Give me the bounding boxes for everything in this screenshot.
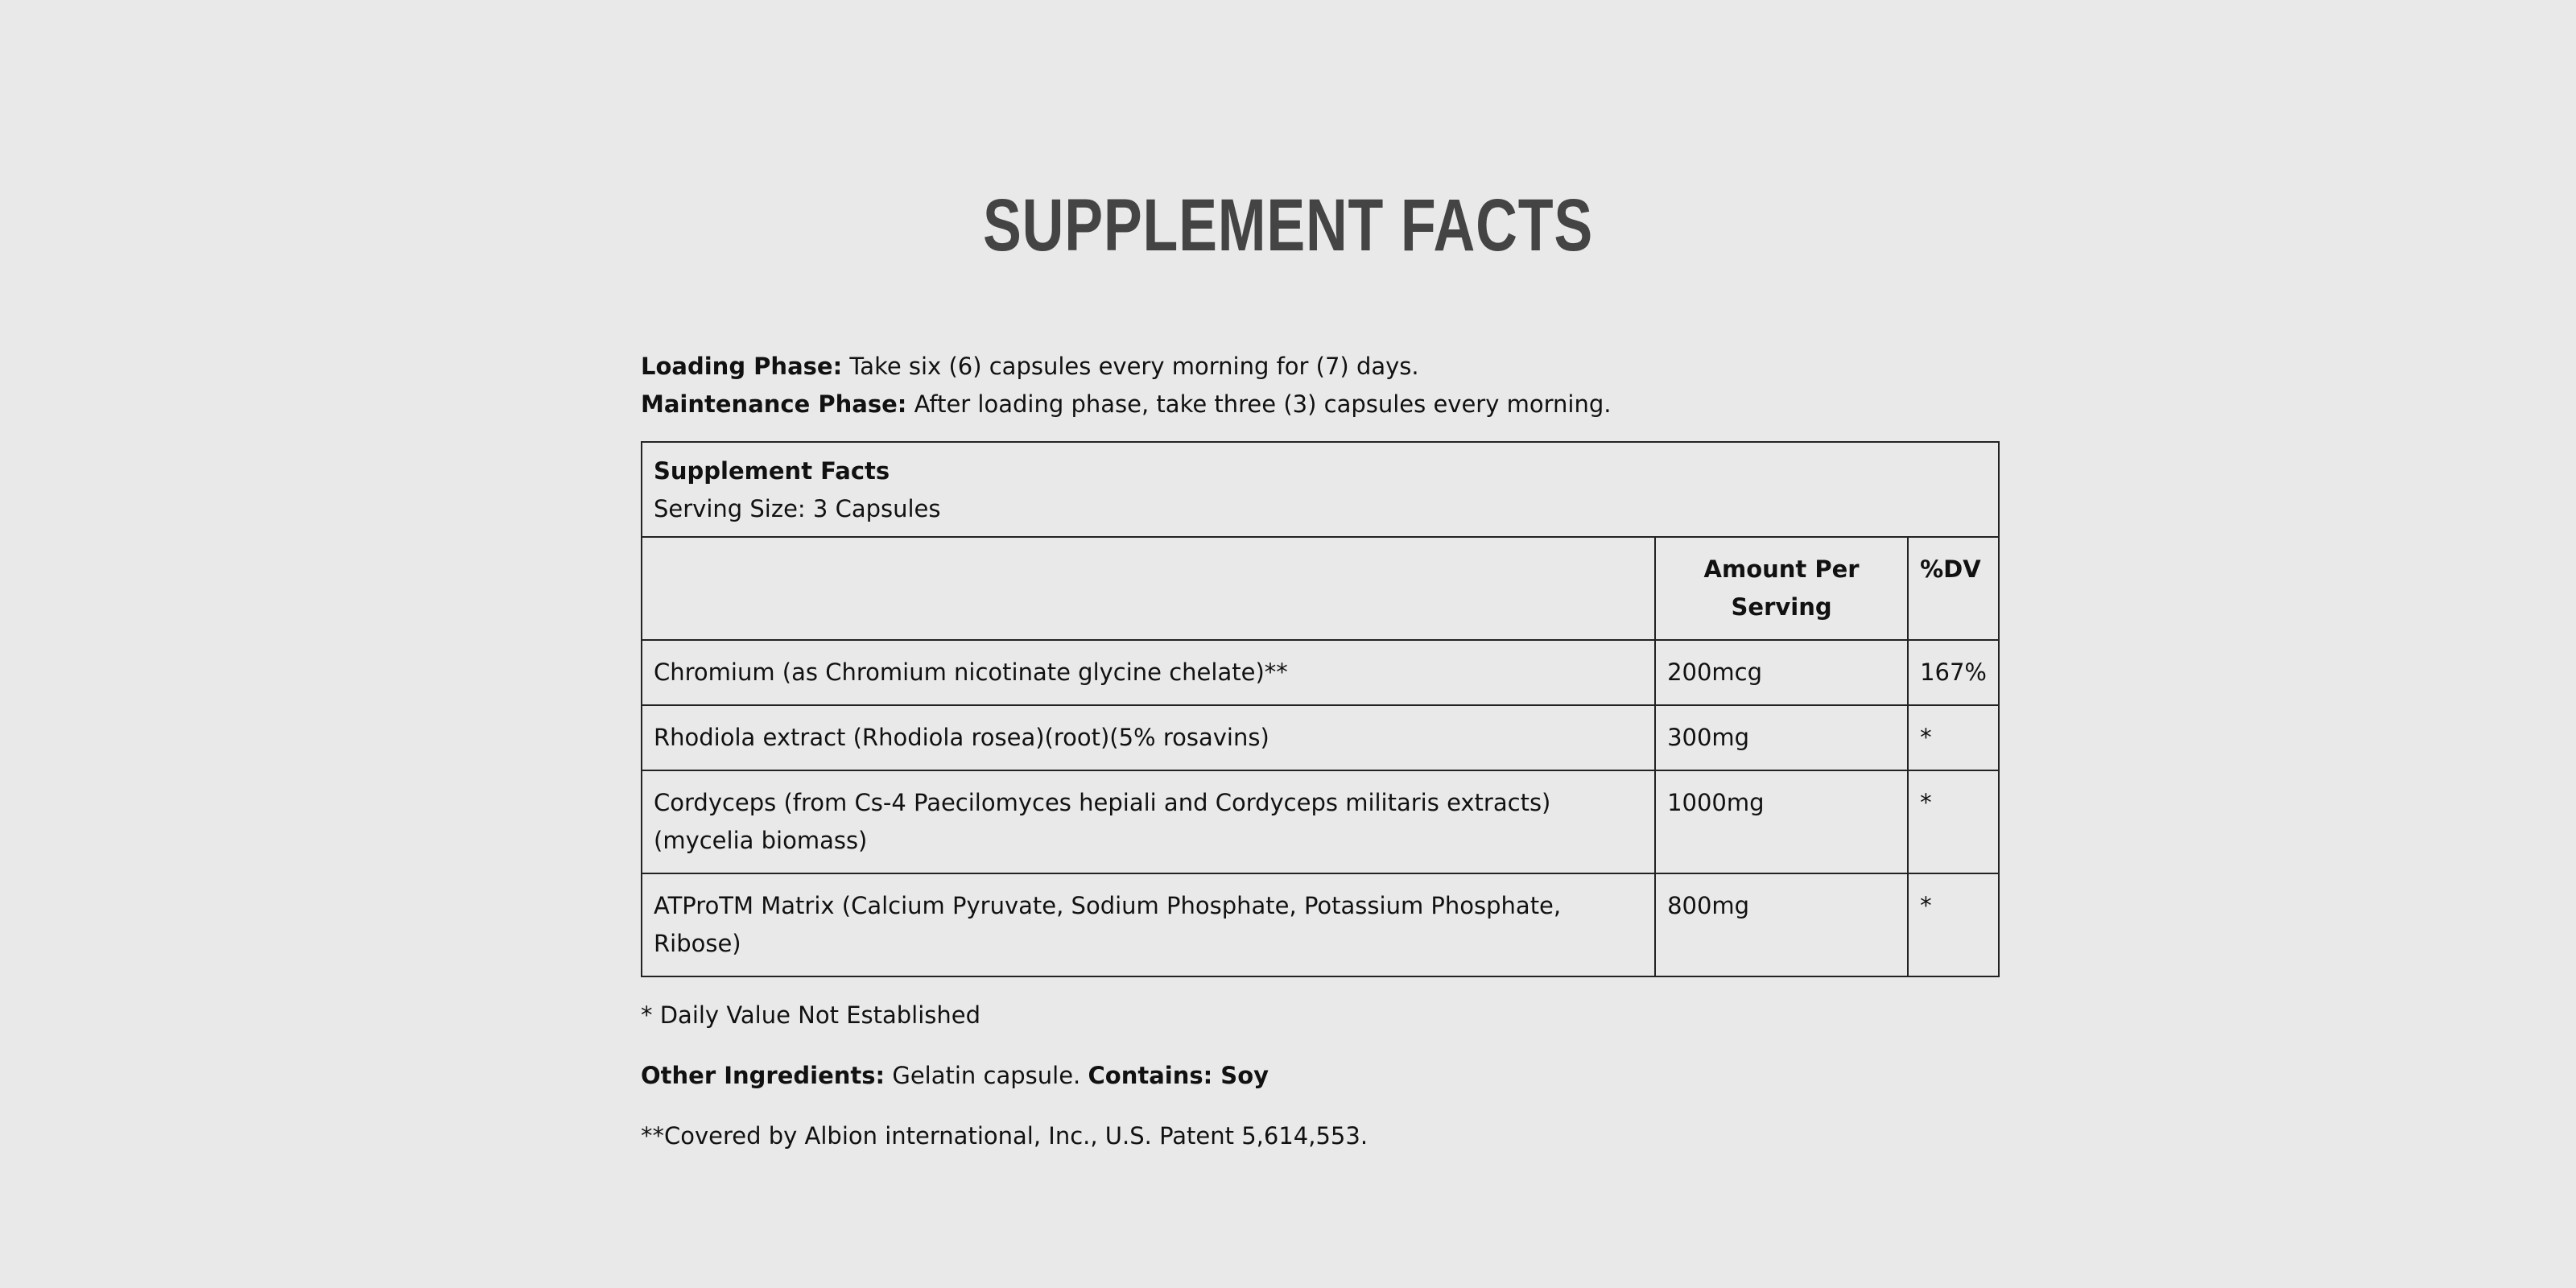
ingredient-amount: 200mcg <box>1655 640 1908 705</box>
ingredient-amount: 300mg <box>1655 705 1908 770</box>
loading-phase <box>641 348 2000 386</box>
supplement-facts-table <box>641 441 2000 977</box>
ingredient-dv: * <box>1908 873 1999 976</box>
ingredient-name: ATProTM Matrix (Calcium Pyruvate, Sodium Phosphate, Potassium Phosphate, Ribose) <box>642 873 1655 976</box>
notes <box>641 997 2000 1155</box>
other-ingredients <box>641 1057 2000 1095</box>
ingredient-name: Rhodiola extract (Rhodiola rosea)(root)(5% rosavins) <box>642 705 1655 770</box>
ingredient-amount: 1000mg <box>1655 770 1908 873</box>
table-row <box>642 770 1999 873</box>
ingredient-dv: * <box>1908 770 1999 873</box>
serving-size: Serving Size: 3 Capsules <box>654 495 941 522</box>
loading-phase-text: Take six (6) capsules every morning for (7) days. <box>849 353 1419 380</box>
patent-note: **Covered by Albion international, Inc., U.S. Patent 5,614,553. <box>641 1122 1368 1150</box>
other-ingredients-label: Other Ingredients: <box>641 1062 886 1089</box>
column-header-row <box>642 537 1999 640</box>
amount-column-header: Amount Per Serving <box>1655 537 1908 640</box>
maintenance-phase <box>641 386 2000 423</box>
contains-label: Contains: Soy <box>1088 1062 1269 1089</box>
table-row <box>642 873 1999 976</box>
loading-phase-label: Loading Phase: <box>641 353 843 380</box>
ingredient-column-header <box>642 537 1655 640</box>
table-heading-cell <box>642 442 1999 537</box>
ingredient-name: Chromium (as Chromium nicotinate glycine chelate)** <box>642 640 1655 705</box>
maintenance-phase-text: After loading phase, take three (3) capsules every morning. <box>914 390 1612 418</box>
ingredient-dv: 167% <box>1908 640 1999 705</box>
ingredient-amount: 800mg <box>1655 873 1908 976</box>
directions <box>641 348 2000 423</box>
table-heading: Supplement Facts <box>654 457 890 485</box>
other-ingredients-text: Gelatin capsule. <box>892 1062 1081 1089</box>
table-header-row <box>642 442 1999 537</box>
page-title: SUPPLEMENT FACTS <box>982 184 1594 266</box>
maintenance-phase-label: Maintenance Phase: <box>641 390 907 418</box>
table-row <box>642 640 1999 705</box>
supplement-content <box>641 348 2000 1155</box>
ingredient-dv: * <box>1908 705 1999 770</box>
dv-column-header: %DV <box>1908 537 1999 640</box>
ingredient-name: Cordyceps (from Cs-4 Paecilomyces hepiali and Cordyceps militaris extracts) (mycelia biomass) <box>642 770 1655 873</box>
table-row <box>642 705 1999 770</box>
daily-value-note: * Daily Value Not Established <box>641 1001 981 1029</box>
